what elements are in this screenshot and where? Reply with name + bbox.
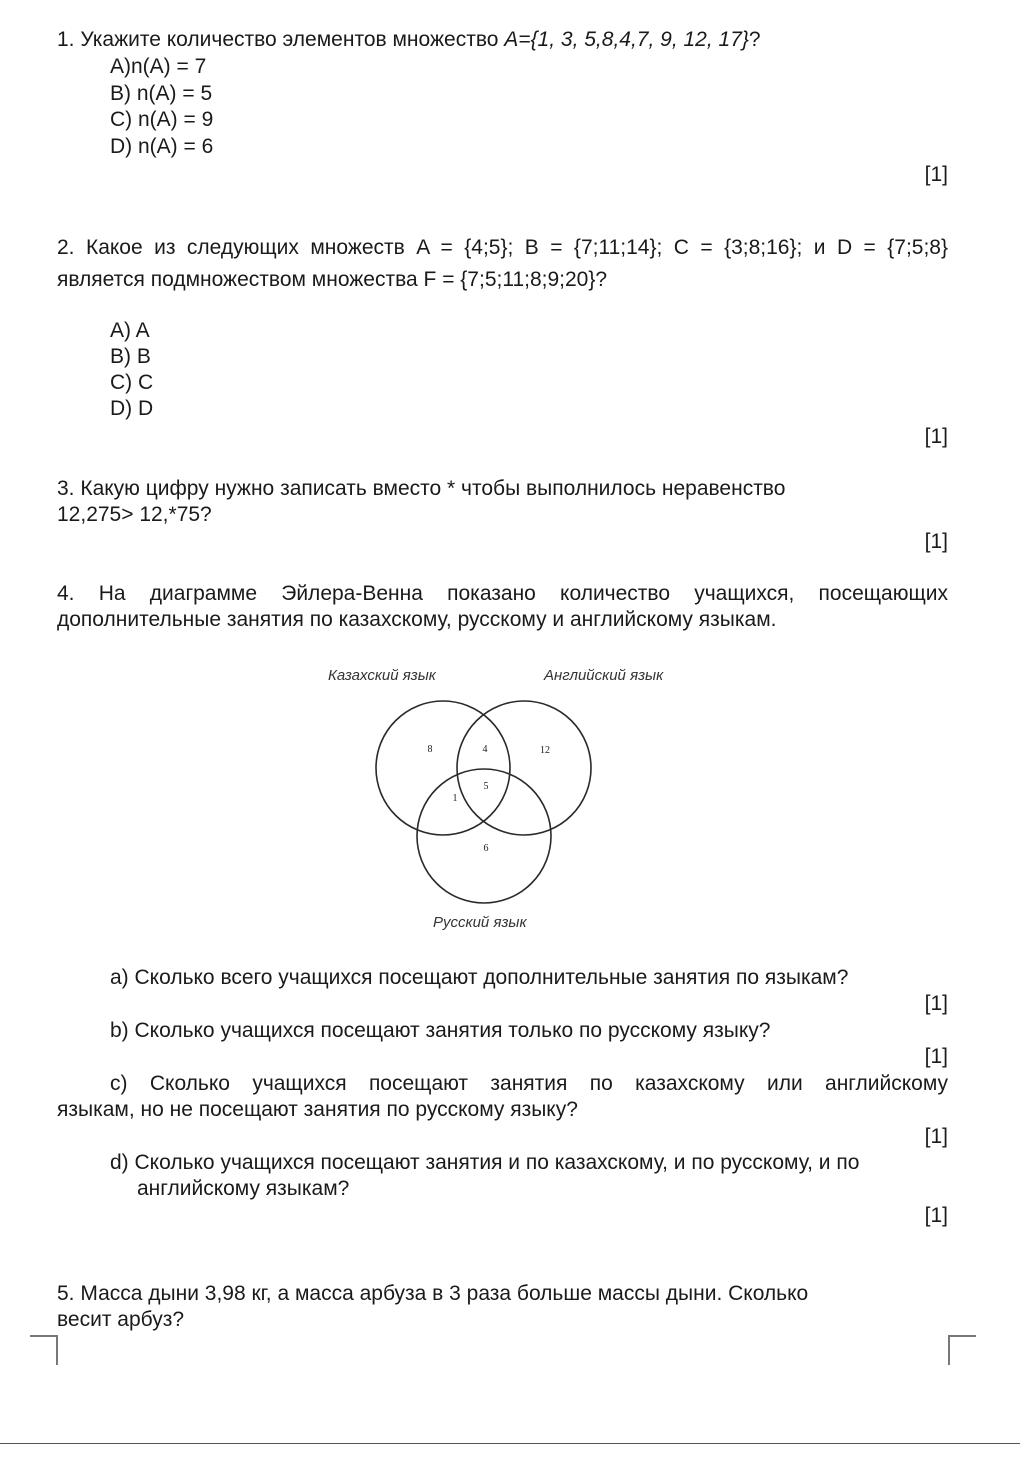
- venn-value-only-kazakh: 8: [427, 744, 433, 755]
- q3-line1: 3. Какую цифру нужно записать вместо * чтобы выполнилось неравенство: [57, 477, 786, 500]
- q4c-line1: c) Сколько учащихся посещают занятия по казахскому или английскому: [110, 1072, 948, 1095]
- q4c-line2: языкам, но не посещают занятия по русскому языку?: [57, 1098, 578, 1121]
- page-bottom-rule: [0, 1443, 1020, 1444]
- q5-line1: 5. Масса дыни 3,98 кг, а масса арбуза в 3 раза больше массы дыни. Сколько: [57, 1282, 809, 1305]
- q2-option-a: A) A: [110, 319, 150, 342]
- venn-circle-kazakh: [376, 701, 510, 835]
- q5-line2: весит арбуз?: [57, 1308, 185, 1331]
- venn-value-kazakh-english: 4: [482, 744, 488, 755]
- q4a-text: a) Сколько всего учащихся посещают дополнительные занятия по языкам?: [110, 966, 849, 989]
- margin-corner-left: [30, 1335, 58, 1365]
- q4d-line2: английскому языкам?: [137, 1177, 350, 1200]
- venn-circle-english: [457, 701, 591, 835]
- q1-option-d: D) n(A) = 6: [110, 135, 214, 158]
- q4d-line1: d) Сколько учащихся посещают занятия и по казахскому, и по русскому, и по: [110, 1151, 860, 1174]
- q2-option-b: B) B: [110, 345, 151, 368]
- venn-label-english: Английский язык: [544, 667, 664, 684]
- q4a-mark: [1]: [924, 992, 948, 1015]
- q4b-mark: [1]: [924, 1045, 948, 1068]
- venn-label-kazakh: Казахский язык: [328, 667, 436, 684]
- q1-option-c: C) n(A) = 9: [110, 108, 214, 131]
- q4-line2: дополнительные занятия по казахскому, русскому и английскому языкам.: [57, 608, 777, 631]
- q4b-text: b) Сколько учащихся посещают занятия только по русскому языку?: [110, 1019, 771, 1042]
- venn-value-kazakh-russian: 1: [452, 793, 458, 804]
- q1-mark: [1]: [924, 163, 948, 186]
- q2-line2: является подмножеством множества F = {7;5;11;8;9;20}?: [57, 268, 608, 291]
- venn-value-only-russian: 6: [483, 843, 489, 854]
- q4-line1: 4. На диаграмме Эйлера-Венна показано количество учащихся, посещающих: [57, 582, 948, 605]
- q4d-mark: [1]: [924, 1204, 948, 1227]
- margin-corner-right: [948, 1335, 976, 1365]
- q2-mark: [1]: [924, 425, 948, 448]
- q2-option-d: D) D: [110, 397, 154, 420]
- q3-line2: 12,275> 12,*75?: [57, 503, 212, 526]
- q3-mark: [1]: [924, 530, 948, 553]
- venn-value-all-three: 5: [483, 781, 489, 792]
- venn-value-only-english: 12: [540, 745, 550, 756]
- venn-label-russian: Русский язык: [433, 914, 527, 931]
- q2-line1: 2. Какое из следующих множеств A = {4;5}; B = {7;11;14}; C = {3;8;16}; и D = {7;5;8}: [57, 236, 948, 259]
- q1-text: 1. Укажите количество элементов множество A={1, 3, 5,8,4,7, 9, 12, 17}?: [57, 28, 761, 51]
- q1-option-a: A)n(A) = 7: [110, 55, 207, 78]
- q1-option-b: B) n(A) = 5: [110, 82, 213, 105]
- q2-option-c: C) C: [110, 371, 154, 394]
- q4c-mark: [1]: [924, 1125, 948, 1148]
- q1-set: A={1, 3, 5,8,4,7, 9, 12, 17}: [504, 28, 749, 51]
